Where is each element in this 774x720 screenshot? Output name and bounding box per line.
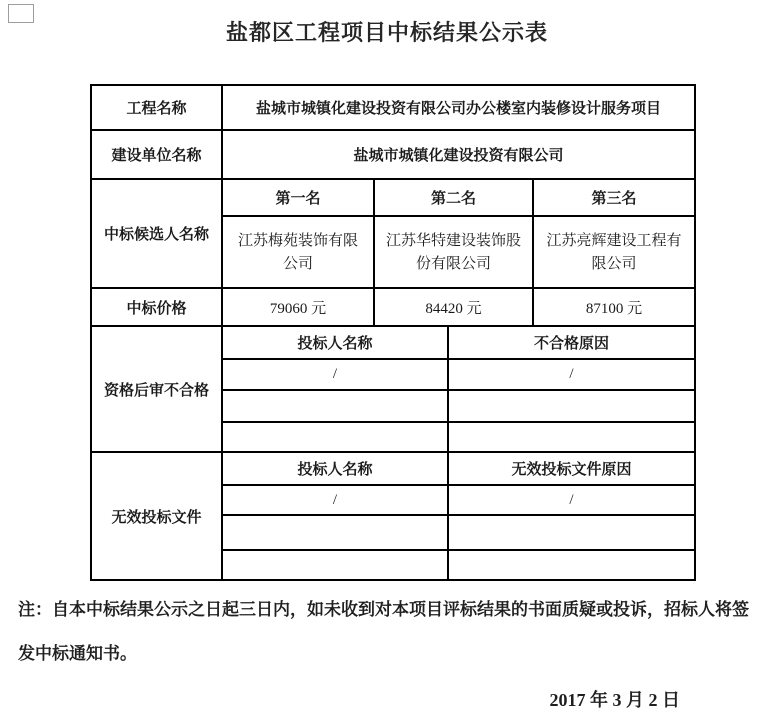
invalid-reason-header: 无效投标文件原因 (448, 452, 695, 485)
invalid-bidder-value: / (222, 485, 448, 515)
price-first: 79060 元 (222, 288, 374, 326)
candidates-label: 中标候选人名称 (91, 179, 222, 288)
price-second: 84420 元 (374, 288, 533, 326)
project-name-row (91, 85, 695, 130)
unqualified-bidder-value: / (222, 359, 448, 390)
rank-header-first: 第一名 (222, 179, 374, 216)
bid-result-table (90, 84, 696, 581)
project-name-label: 工程名称 (91, 85, 222, 130)
price-row (91, 288, 695, 326)
empty-cell (222, 390, 448, 422)
empty-cell (448, 550, 695, 580)
candidate-second: 江苏华特建设装饰股份有限公司 (374, 216, 533, 288)
price-label: 中标价格 (91, 288, 222, 326)
unqualified-label: 资格后审不合格 (91, 326, 222, 452)
owner-label: 建设单位名称 (91, 130, 222, 179)
price-third: 87100 元 (533, 288, 695, 326)
rank-header-second: 第二名 (374, 179, 533, 216)
empty-cell (222, 422, 448, 452)
empty-cell (222, 550, 448, 580)
owner-value: 盐城市城镇化建设投资有限公司 (222, 130, 695, 179)
rank-header-third: 第三名 (533, 179, 695, 216)
unqualified-reason-header: 不合格原因 (448, 326, 695, 359)
page-title: 盐都区工程项目中标结果公示表 (225, 20, 548, 45)
document-date: 2017 年 3 月 2 日 (549, 690, 680, 710)
unqualified-bidder-header: 投标人名称 (222, 326, 448, 359)
invalid-label: 无效投标文件 (91, 452, 222, 580)
candidate-third: 江苏亮辉建设工程有限公司 (533, 216, 695, 288)
invalid-reason-value: / (448, 485, 695, 515)
invalid-bidder-header: 投标人名称 (222, 452, 448, 485)
unqualified-reason-value: / (448, 359, 695, 390)
candidate-first: 江苏梅苑装饰有限公司 (222, 216, 374, 288)
empty-cell (448, 422, 695, 452)
footer-note: 注：自本中标结果公示之日起三日内，如未收到对本项目评标结果的书面质疑或投诉，招标人将签发中标通知书。 (18, 600, 749, 663)
project-name-value: 盐城市城镇化建设投资有限公司办公楼室内装修设计服务项目 (222, 85, 695, 130)
invalid-header-row (91, 452, 695, 485)
rank-header-row (91, 179, 695, 216)
owner-row (91, 130, 695, 179)
empty-cell (448, 390, 695, 422)
empty-cell (222, 515, 448, 550)
unqualified-header-row (91, 326, 695, 359)
corner-artifact (8, 4, 34, 23)
empty-cell (448, 515, 695, 550)
